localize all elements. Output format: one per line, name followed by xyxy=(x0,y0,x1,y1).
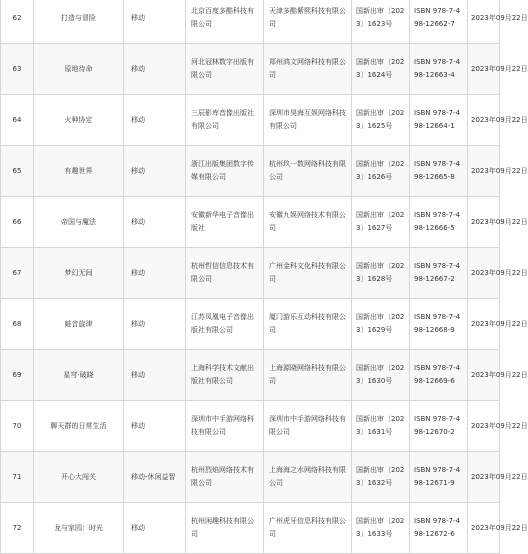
game-type-cell: 移动 xyxy=(124,44,186,95)
game-name-cell: 帝国与魔法 xyxy=(34,197,124,248)
game-name-cell: 火种协定 xyxy=(34,95,124,146)
game-name-cell: 有趣世界 xyxy=(34,146,124,197)
isbn-number-cell: ISBN 978-7-498-12665-8 xyxy=(410,146,468,197)
game-type-cell: 移动 xyxy=(124,0,186,44)
game-type-cell: 移动 xyxy=(124,503,186,554)
approval-date-cell: 2023年09月22日 xyxy=(468,146,500,197)
row-number-cell: 71 xyxy=(1,452,34,503)
approval-date-cell: 2023年09月22日 xyxy=(468,401,500,452)
operator-name-cell: 杭州玖一数网络科技有限公司 xyxy=(264,146,352,197)
approval-date-cell: 2023年09月22日 xyxy=(468,299,500,350)
table-row xyxy=(1,0,500,44)
row-number-cell: 62 xyxy=(1,0,34,44)
table-row xyxy=(1,350,500,401)
row-number-cell: 64 xyxy=(1,95,34,146)
operator-name-cell: 厦门游乐互动科技有限公司 xyxy=(264,299,352,350)
isbn-number-cell: ISBN 978-7-498-12667-2 xyxy=(410,248,468,299)
isbn-number-cell: ISBN 978-7-498-12664-1 xyxy=(410,95,468,146)
approval-date-cell: 2023年09月22日 xyxy=(468,197,500,248)
publisher-name-cell: 杭州哲信信息技术有限公司 xyxy=(186,248,264,299)
publisher-name-cell: 江苏凤凰电子音像出版社有限公司 xyxy=(186,299,264,350)
game-name-cell: 聊天群的日常生活 xyxy=(34,401,124,452)
publisher-name-cell: 河北冠林数字出版有限公司 xyxy=(186,44,264,95)
operator-name-cell: 安徽九娱网络技术有限公司 xyxy=(264,197,352,248)
operator-name-cell: 广州虎牙信息科技有限公司 xyxy=(264,503,352,554)
operator-name-cell: 天津多酷紫熙科技有限公司 xyxy=(264,0,352,44)
isbn-number-cell: ISBN 978-7-498-12670-2 xyxy=(410,401,468,452)
game-name-cell: 原地待命 xyxy=(34,44,124,95)
table-row xyxy=(1,503,500,554)
publisher-name-cell: 北京百度多酷科技有限公司 xyxy=(186,0,264,44)
table-row xyxy=(1,452,500,503)
row-number-cell: 65 xyxy=(1,146,34,197)
approval-number-cell: 国新出审〔2023〕1623号 xyxy=(352,0,410,44)
table-row xyxy=(1,197,500,248)
game-type-cell: 移动 xyxy=(124,248,186,299)
table-row xyxy=(1,401,500,452)
isbn-number-cell: ISBN 978-7-498-12662-7 xyxy=(410,0,468,44)
approval-date-cell: 2023年09月22日 xyxy=(468,350,500,401)
table-body xyxy=(1,0,528,554)
table-row xyxy=(1,146,500,197)
game-name-cell: 开心大闯关 xyxy=(34,452,124,503)
table-row xyxy=(1,44,500,95)
approval-number-cell: 国新出审〔2023〕1631号 xyxy=(352,401,410,452)
table-row xyxy=(1,299,500,350)
approval-number-cell: 国新出审〔2023〕1628号 xyxy=(352,248,410,299)
isbn-number-cell: ISBN 978-7-498-12666-5 xyxy=(410,197,468,248)
row-number-cell: 69 xyxy=(1,350,34,401)
isbn-number-cell: ISBN 978-7-498-12672-6 xyxy=(410,503,468,554)
isbn-number-cell: ISBN 978-7-498-12663-4 xyxy=(410,44,468,95)
publisher-name-cell: 浙江出版集团数字传媒有限公司 xyxy=(186,146,264,197)
row-number-cell: 70 xyxy=(1,401,34,452)
publisher-name-cell: 上海科学技术文献出版社有限公司 xyxy=(186,350,264,401)
game-type-cell: 移动 xyxy=(124,95,186,146)
operator-name-cell: 深圳市中手游网络科技有限公司 xyxy=(264,401,352,452)
publisher-name-cell: 深圳市中手游网络科技有限公司 xyxy=(186,401,264,452)
game-name-cell: 梦幻无间 xyxy=(34,248,124,299)
publisher-name-cell: 杭州闲趣科技有限公司 xyxy=(186,503,264,554)
approval-number-cell: 国新出审〔2023〕1627号 xyxy=(352,197,410,248)
game-name-cell: 蛙音旋律 xyxy=(34,299,124,350)
approval-date-cell: 2023年09月22日 xyxy=(468,44,500,95)
approval-number-cell: 国新出审〔2023〕1630号 xyxy=(352,350,410,401)
approval-number-cell: 国新出审〔2023〕1625号 xyxy=(352,95,410,146)
operator-name-cell: 上海海之水网络科技有限公司 xyxy=(264,452,352,503)
row-number-cell: 68 xyxy=(1,299,34,350)
isbn-number-cell: ISBN 978-7-498-12671-9 xyxy=(410,452,468,503)
row-number-cell: 72 xyxy=(1,503,34,554)
game-type-cell: 移动-休闲益智 xyxy=(124,452,186,503)
approval-date-cell: 2023年09月22日 xyxy=(468,248,500,299)
row-number-cell: 67 xyxy=(1,248,34,299)
approval-number-cell: 国新出审〔2023〕1629号 xyxy=(352,299,410,350)
table-row xyxy=(1,95,500,146)
approval-date-cell: 2023年09月22日 xyxy=(468,452,500,503)
row-number-cell: 66 xyxy=(1,197,34,248)
operator-name-cell: 上海源晓网络科技有限公司 xyxy=(264,350,352,401)
approval-date-cell: 2023年09月22日 xyxy=(468,0,500,44)
publisher-name-cell: 三辰影库音像出版社有限公司 xyxy=(186,95,264,146)
game-type-cell: 移动 xyxy=(124,146,186,197)
row-number-cell: 63 xyxy=(1,44,34,95)
operator-name-cell: 郑州鸿文网络科技有限公司 xyxy=(264,44,352,95)
operator-name-cell: 广州金科文化科技有限公司 xyxy=(264,248,352,299)
game-name-cell: 龙与家园：时光 xyxy=(34,503,124,554)
approval-date-cell: 2023年09月22日 xyxy=(468,95,500,146)
isbn-number-cell: ISBN 978-7-498-12668-9 xyxy=(410,299,468,350)
publisher-name-cell: 杭州烈焰网络技术有限公司 xyxy=(186,452,264,503)
approval-number-cell: 国新出审〔2023〕1624号 xyxy=(352,44,410,95)
game-type-cell: 移动 xyxy=(124,197,186,248)
game-type-cell: 移动 xyxy=(124,350,186,401)
approval-date-cell: 2023年09月22日 xyxy=(468,503,500,554)
approval-number-cell: 国新出审〔2023〕1633号 xyxy=(352,503,410,554)
publisher-name-cell: 安徽新华电子音像出版社 xyxy=(186,197,264,248)
game-type-cell: 移动 xyxy=(124,299,186,350)
table-row xyxy=(1,248,500,299)
approval-number-cell: 国新出审〔2023〕1632号 xyxy=(352,452,410,503)
game-type-cell: 移动 xyxy=(124,401,186,452)
operator-name-cell: 深圳市昊海互娱网络科技有限公司 xyxy=(264,95,352,146)
game-name-cell: 打造与冒险 xyxy=(34,0,124,44)
isbn-number-cell: ISBN 978-7-498-12669-6 xyxy=(410,350,468,401)
game-name-cell: 星穹·破晓 xyxy=(34,350,124,401)
approval-number-cell: 国新出审〔2023〕1626号 xyxy=(352,146,410,197)
